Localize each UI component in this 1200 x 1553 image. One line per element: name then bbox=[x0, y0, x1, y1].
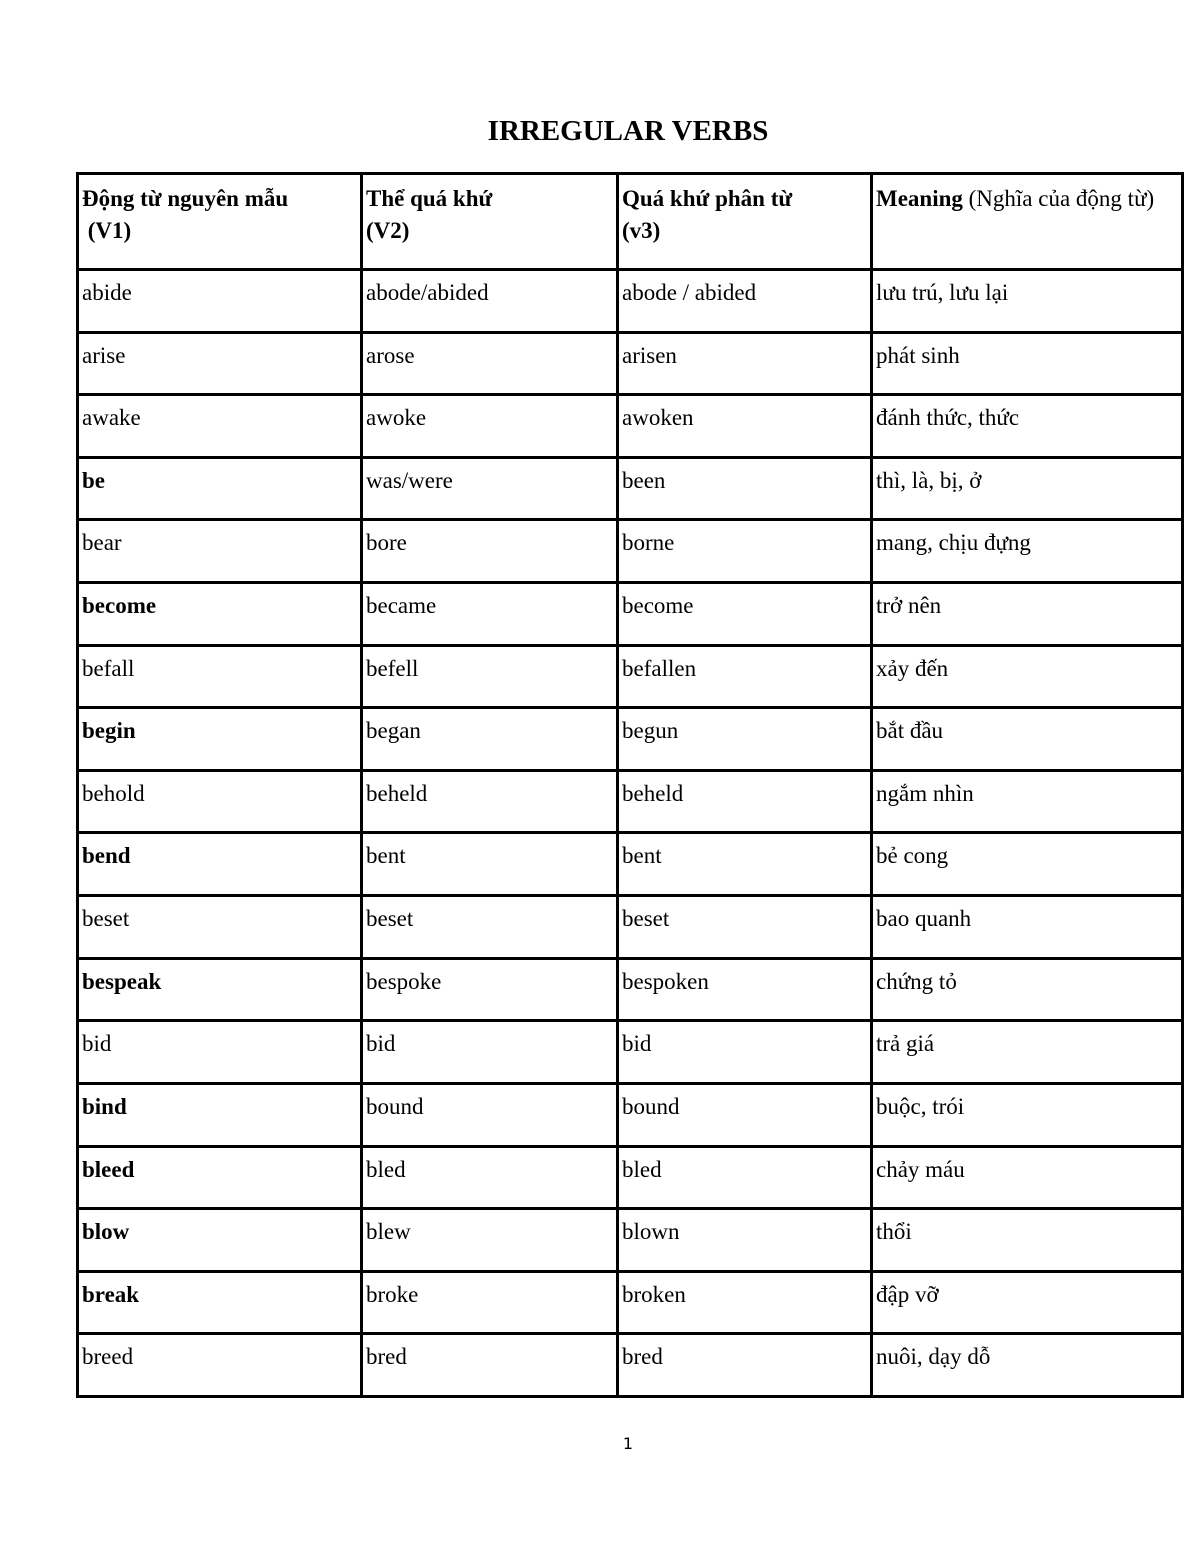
verb-base-cell: bespeak bbox=[78, 958, 362, 1021]
table-row bbox=[78, 520, 1183, 583]
verb-past-cell: beheld bbox=[362, 770, 618, 833]
verb-base-cell: abide bbox=[78, 270, 362, 333]
verb-meaning-cell: trả giá bbox=[872, 1021, 1183, 1084]
table-header-row bbox=[78, 174, 1183, 270]
verb-participle-cell: begun bbox=[618, 708, 872, 771]
verb-past-cell: arose bbox=[362, 332, 618, 395]
verb-past-cell: bid bbox=[362, 1021, 618, 1084]
verb-base-cell: begin bbox=[78, 708, 362, 771]
table-row bbox=[78, 457, 1183, 520]
verb-meaning-cell: mang, chịu đựng bbox=[872, 520, 1183, 583]
header-v1 bbox=[78, 174, 362, 270]
verb-meaning-cell: nuôi, dạy dỗ bbox=[872, 1334, 1183, 1397]
verb-meaning-cell: bắt đầu bbox=[872, 708, 1183, 771]
header-v3-label: Quá khứ phân từ (v3) bbox=[622, 186, 793, 243]
verb-participle-cell: befallen bbox=[618, 645, 872, 708]
table-row bbox=[78, 833, 1183, 896]
verb-meaning-cell: lưu trú, lưu lại bbox=[872, 270, 1183, 333]
header-v2 bbox=[362, 174, 618, 270]
verb-base-cell: awake bbox=[78, 395, 362, 458]
verb-base-cell: be bbox=[78, 457, 362, 520]
verb-participle-cell: beset bbox=[618, 896, 872, 959]
verb-participle-cell: broken bbox=[618, 1271, 872, 1334]
table-row bbox=[78, 770, 1183, 833]
header-meaning-normal: (Nghĩa của động từ) bbox=[962, 186, 1155, 211]
verb-meaning-cell: đập vỡ bbox=[872, 1271, 1183, 1334]
table-row bbox=[78, 958, 1183, 1021]
verb-meaning-cell: ngắm nhìn bbox=[872, 770, 1183, 833]
verb-participle-cell: bid bbox=[618, 1021, 872, 1084]
table-row bbox=[78, 1146, 1183, 1209]
verb-participle-cell: bespoken bbox=[618, 958, 872, 1021]
verb-participle-cell: bled bbox=[618, 1146, 872, 1209]
verb-past-cell: bred bbox=[362, 1334, 618, 1397]
header-v2-label: Thể quá khứ (V2) bbox=[366, 186, 493, 243]
verb-past-cell: awoke bbox=[362, 395, 618, 458]
verb-participle-cell: bred bbox=[618, 1334, 872, 1397]
verb-participle-cell: been bbox=[618, 457, 872, 520]
table-row bbox=[78, 896, 1183, 959]
table-row bbox=[78, 1083, 1183, 1146]
verb-base-cell: befall bbox=[78, 645, 362, 708]
page-number: 1 bbox=[622, 1434, 634, 1453]
table-row bbox=[78, 708, 1183, 771]
verb-base-cell: break bbox=[78, 1271, 362, 1334]
verb-meaning-cell: chảy máu bbox=[872, 1146, 1183, 1209]
verb-past-cell: was/were bbox=[362, 457, 618, 520]
verb-base-cell: bear bbox=[78, 520, 362, 583]
table-row bbox=[78, 395, 1183, 458]
verb-past-cell: became bbox=[362, 583, 618, 646]
table-row bbox=[78, 1209, 1183, 1272]
verb-meaning-cell: phát sinh bbox=[872, 332, 1183, 395]
verb-participle-cell: borne bbox=[618, 520, 872, 583]
verb-participle-cell: awoken bbox=[618, 395, 872, 458]
verb-meaning-cell: đánh thức, thức bbox=[872, 395, 1183, 458]
verb-base-cell: breed bbox=[78, 1334, 362, 1397]
verb-meaning-cell: bẻ cong bbox=[872, 833, 1183, 896]
verb-meaning-cell: bao quanh bbox=[872, 896, 1183, 959]
verb-base-cell: bleed bbox=[78, 1146, 362, 1209]
table-row bbox=[78, 645, 1183, 708]
verb-base-cell: bend bbox=[78, 833, 362, 896]
verb-meaning-cell: xảy đến bbox=[872, 645, 1183, 708]
verb-base-cell: become bbox=[78, 583, 362, 646]
verb-past-cell: bespoke bbox=[362, 958, 618, 1021]
verb-meaning-cell: trở nên bbox=[872, 583, 1183, 646]
table-row bbox=[78, 1271, 1183, 1334]
verb-participle-cell: beheld bbox=[618, 770, 872, 833]
verb-participle-cell: arisen bbox=[618, 332, 872, 395]
verb-participle-cell: bound bbox=[618, 1083, 872, 1146]
header-v1-label: Động từ nguyên mẫu (V1) bbox=[82, 186, 289, 243]
verb-past-cell: beset bbox=[362, 896, 618, 959]
verb-base-cell: behold bbox=[78, 770, 362, 833]
table-body bbox=[78, 270, 1183, 1397]
verb-past-cell: abode/abided bbox=[362, 270, 618, 333]
table-row bbox=[78, 332, 1183, 395]
verb-base-cell: blow bbox=[78, 1209, 362, 1272]
verb-base-cell: bind bbox=[78, 1083, 362, 1146]
verb-past-cell: began bbox=[362, 708, 618, 771]
header-v3 bbox=[618, 174, 872, 270]
table-row bbox=[78, 1334, 1183, 1397]
verb-meaning-cell: thì, là, bị, ở bbox=[872, 457, 1183, 520]
verb-base-cell: arise bbox=[78, 332, 362, 395]
header-meaning-bold: Meaning bbox=[876, 186, 963, 211]
verb-past-cell: bore bbox=[362, 520, 618, 583]
table-row bbox=[78, 583, 1183, 646]
verb-meaning-cell: chứng tỏ bbox=[872, 958, 1183, 1021]
page-title: IRREGULAR VERBS bbox=[487, 115, 769, 147]
table-row bbox=[78, 270, 1183, 333]
verb-past-cell: bound bbox=[362, 1083, 618, 1146]
header-meaning bbox=[872, 174, 1183, 270]
verb-participle-cell: become bbox=[618, 583, 872, 646]
verb-past-cell: blew bbox=[362, 1209, 618, 1272]
verb-participle-cell: abode / abided bbox=[618, 270, 872, 333]
verb-past-cell: bent bbox=[362, 833, 618, 896]
verb-base-cell: bid bbox=[78, 1021, 362, 1084]
verb-past-cell: bled bbox=[362, 1146, 618, 1209]
verb-meaning-cell: buộc, trói bbox=[872, 1083, 1183, 1146]
verb-meaning-cell: thổi bbox=[872, 1209, 1183, 1272]
verb-past-cell: broke bbox=[362, 1271, 618, 1334]
verb-past-cell: befell bbox=[362, 645, 618, 708]
table-row bbox=[78, 1021, 1183, 1084]
verb-base-cell: beset bbox=[78, 896, 362, 959]
verb-participle-cell: bent bbox=[618, 833, 872, 896]
verb-participle-cell: blown bbox=[618, 1209, 872, 1272]
irregular-verbs-table bbox=[76, 172, 1184, 1398]
